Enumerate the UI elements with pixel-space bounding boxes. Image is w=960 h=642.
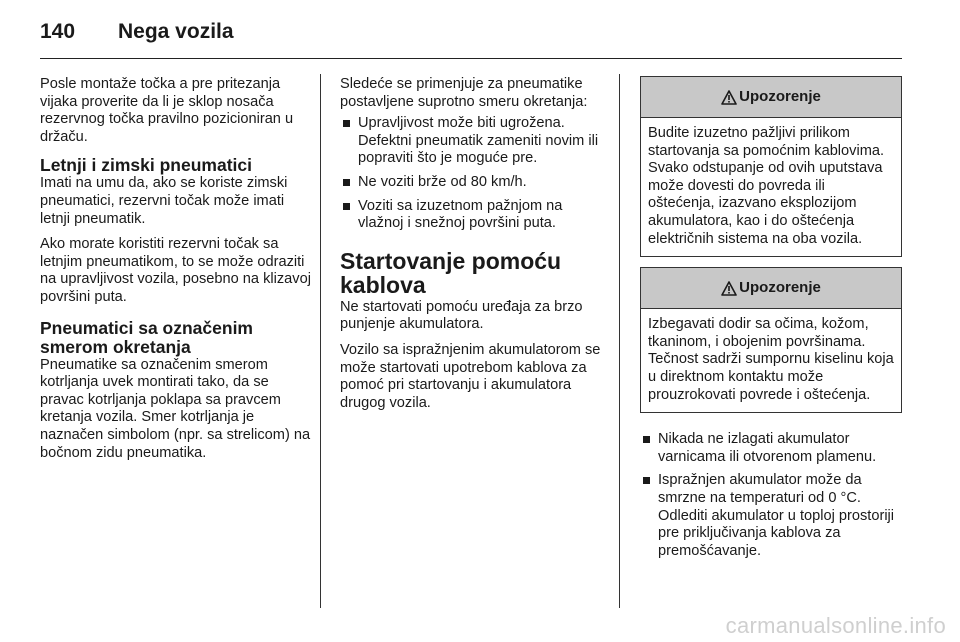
- list-item: Nikada ne izlagati akumulator varnicama ili otvorenom plamenu.: [640, 431, 902, 466]
- section-summer-winter-tires: [40, 156, 312, 306]
- warning-box: [640, 267, 902, 413]
- warning-text: Izbegavati dodir sa očima, kožom, tkaninom, i obojenim površinama. Tečnost sadrži sumpornu kiselinu koja u direktnom kontaktu može prouzrokovati povrede i oštećenja.: [648, 316, 894, 403]
- warning-header: [641, 77, 901, 118]
- page-number: 140: [40, 20, 76, 43]
- column-divider-1: [320, 74, 321, 608]
- list-item: Ne voziti brže od 80 km/h.: [340, 174, 608, 192]
- list-item: Ispražnjen akumulator može da smrzne na temperaturi od 0 °C. Odlediti akumulator u toploj prostoriji pre priključivanja kablova za premošćavanje.: [640, 472, 902, 560]
- list-item: Voziti sa izuzetnom pažnjom na vlažnoj i snežnoj površini puta.: [340, 198, 608, 233]
- list-item: Upravljivost može biti ugrožena. Defektni pneumatik zameniti novim ili popraviti što je moguće pre.: [340, 115, 608, 168]
- warning-title: Upozorenje: [739, 88, 821, 106]
- paragraph: Pneumatike sa označenim smerom kotrljanja uvek montirati tako, da se pravac kotrljanja poklapa sa pravcem kretanja vozila. Smer kotrljanja je naznačen simbolom (npr. sa strelicom) na bočnom zidu pneumatika.: [40, 356, 311, 461]
- header-rule: [40, 58, 902, 59]
- warning-title: Upozorenje: [739, 279, 821, 297]
- intro-paragraph: Sledeće se primenjuje za pneumatike postavljene suprotno smeru okretanja:: [340, 76, 588, 110]
- column-1: [40, 76, 312, 470]
- warning-header: [641, 268, 901, 309]
- page-title: Nega vozila: [118, 20, 234, 43]
- warning-triangle-icon: [721, 281, 737, 296]
- paragraph: Ne startovati pomoću uređaja za brzo punjenje akumulatora.: [340, 298, 583, 333]
- section-heading: Pneumatici sa označenim smerom okretanja: [40, 317, 253, 357]
- column-2: [340, 76, 608, 420]
- paragraph: Imati na umu da, ako se koriste zimski pneumatici, rezervni točak može imati letnji pneumatik.: [40, 175, 288, 227]
- bullet-list: [640, 431, 902, 560]
- paragraph: Ako morate koristiti rezervni točak sa letnjim pneumatikom, to se može odraziti na upravljivost vozila, posebno na klizavoj površini puta.: [40, 236, 311, 305]
- watermark: carmanualsonline.info: [725, 613, 946, 638]
- bullet-list: [340, 115, 608, 233]
- warning-box: [640, 76, 902, 257]
- warning-text: Budite izuzetno pažljivi prilikom startovanja sa pomoćnim kablovima. Svako odstupanje od ovih uputstava može dovesti do povreda ili oštećenja, izazvano eksplozijom akumulatora, kao i do oštećenja električnih sistema na oba vozila.: [648, 125, 885, 247]
- column-3: [640, 76, 902, 568]
- section-heading: Letnji i zimski pneumatici: [40, 155, 252, 176]
- section-directional-tires: [40, 319, 312, 463]
- section-jump-start: [340, 249, 608, 413]
- section-heading-large: Startovanje pomoću kablova: [340, 247, 562, 298]
- paragraph: Vozilo sa ispražnjenim akumulatorom se može startovati upotrebom kablova za pomoć pri startovanju i akumulatora drugog vozila.: [340, 341, 601, 411]
- intro-paragraph: Posle montaže točka a pre pritezanja vijaka proverite da li je sklop nosača rezervnog točka pravilno pozicioniran u držaču.: [40, 76, 294, 145]
- warning-triangle-icon: [721, 90, 737, 105]
- page-header: [40, 14, 234, 50]
- column-divider-2: [619, 74, 620, 608]
